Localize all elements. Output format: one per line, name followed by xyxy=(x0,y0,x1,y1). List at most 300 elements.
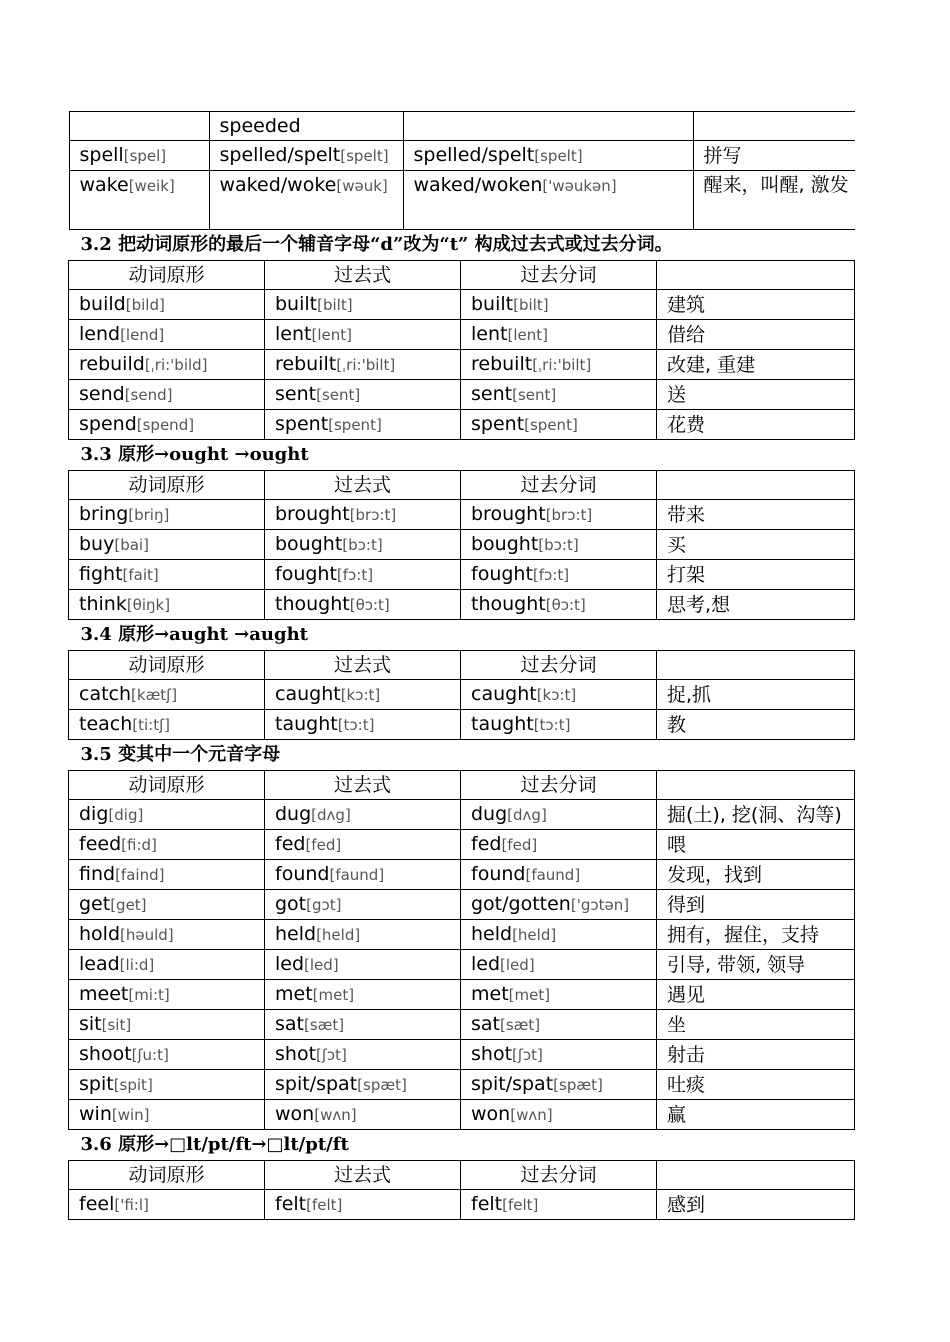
verb-cell xyxy=(265,1040,461,1070)
verb-form: get xyxy=(79,893,111,915)
phonetic: [brɔ:t] xyxy=(349,506,397,524)
phonetic: [fɔ:t] xyxy=(532,566,570,584)
verb-form: think xyxy=(79,593,127,615)
column-header: 过去式 xyxy=(265,1161,461,1190)
verb-form: taught xyxy=(471,713,534,735)
column-header: 过去分词 xyxy=(461,471,657,500)
verb-cell xyxy=(461,500,657,530)
verb-cell xyxy=(69,560,265,590)
verb-form: felt xyxy=(275,1193,307,1215)
verb-cell xyxy=(69,1190,265,1220)
verb-form: 改建, 重建 xyxy=(667,353,756,376)
verb-form: waked/woke xyxy=(219,174,337,196)
table-row xyxy=(69,830,855,860)
phonetic: [dʌg] xyxy=(507,806,547,824)
verb-cell xyxy=(461,980,657,1010)
verb-form: spit/spat xyxy=(275,1073,358,1095)
verb-form: build xyxy=(79,293,126,315)
phonetic: [sæt] xyxy=(500,1016,541,1034)
verb-cell xyxy=(265,1190,461,1220)
verb-form: send xyxy=(79,383,125,405)
section-heading-row xyxy=(69,440,855,471)
phonetic: [led] xyxy=(304,956,339,974)
phonetic: [send] xyxy=(124,386,173,404)
meaning-cell xyxy=(693,112,855,141)
phonetic: [get] xyxy=(110,896,147,914)
verb-cell xyxy=(69,1100,265,1130)
phonetic: [ʃu:t] xyxy=(131,1046,169,1064)
verb-cell xyxy=(209,171,403,230)
verb-cell xyxy=(265,800,461,830)
verb-form: 喂 xyxy=(667,833,687,856)
column-header xyxy=(657,651,855,680)
verb-cell xyxy=(461,350,657,380)
verb-form: 花费 xyxy=(667,413,706,436)
verb-cell xyxy=(69,1040,265,1070)
verb-form: 买 xyxy=(667,533,687,556)
table-row xyxy=(69,112,855,141)
phonetic: [bilt] xyxy=(513,296,549,314)
phonetic: [mi:t] xyxy=(128,986,170,1004)
phonetic: [spent] xyxy=(328,416,382,434)
verb-cell xyxy=(69,860,265,890)
phonetic: [win] xyxy=(111,1106,150,1124)
phonetic: [fi:d] xyxy=(121,836,157,854)
phonetic: [sent] xyxy=(316,386,361,404)
section-heading-row xyxy=(69,230,855,261)
verb-form: got/gotten xyxy=(471,893,571,915)
verb-form: spelled/spelt xyxy=(413,144,535,166)
verb-cell xyxy=(69,980,265,1010)
verb-cell xyxy=(265,710,461,740)
table-row xyxy=(69,171,855,230)
table-row xyxy=(69,410,855,440)
phonetic: [ʃɔt] xyxy=(316,1046,347,1064)
verb-cell xyxy=(69,800,265,830)
verb-form: feel xyxy=(79,1193,115,1215)
phonetic: [kɔ:t] xyxy=(340,686,381,704)
verb-cell xyxy=(461,800,657,830)
verb-form: fed xyxy=(275,833,306,855)
verb-form: 借给 xyxy=(667,323,706,346)
verb-cell xyxy=(265,560,461,590)
phonetic: ['wəukən] xyxy=(542,177,617,195)
phonetic: [ˌri:'bild] xyxy=(144,356,208,374)
phonetic: [kɔ:t] xyxy=(536,686,577,704)
verb-cell xyxy=(265,1010,461,1040)
phonetic: [θɔ:t] xyxy=(349,596,390,614)
table-row xyxy=(69,1040,855,1070)
verb-form: led xyxy=(275,953,305,975)
verb-form: 打架 xyxy=(667,563,706,586)
verb-form: held xyxy=(275,923,317,945)
verb-form: win xyxy=(79,1103,112,1125)
table-row xyxy=(69,560,855,590)
meaning-cell xyxy=(657,980,855,1010)
verb-cell xyxy=(265,590,461,620)
verb-form: 拼写 xyxy=(703,144,742,167)
verb-form: shoot xyxy=(79,1043,132,1065)
verb-form: caught xyxy=(275,683,341,705)
verb-cell xyxy=(69,590,265,620)
table-row xyxy=(69,320,855,350)
verb-form: bought xyxy=(471,533,539,555)
verb-cell xyxy=(265,980,461,1010)
column-header: 过去分词 xyxy=(461,261,657,290)
verb-cell xyxy=(461,920,657,950)
phonetic: [bilt] xyxy=(317,296,353,314)
table-row xyxy=(69,141,855,171)
verb-form: 得到 xyxy=(667,893,706,916)
meaning-cell xyxy=(693,141,855,171)
section-heading: 3.2 把动词原形的最后一个辅音字母“d”改为“t” 构成过去式或过去分词。 xyxy=(80,234,673,255)
phonetic: [spel] xyxy=(123,147,167,165)
verb-cell xyxy=(461,1190,657,1220)
verb-form: 吐痰 xyxy=(667,1073,706,1096)
column-header: 过去分词 xyxy=(461,1161,657,1190)
meaning-cell xyxy=(657,1010,855,1040)
meaning-cell xyxy=(693,171,855,230)
meaning-cell xyxy=(657,890,855,920)
verb-form: rebuild xyxy=(79,353,145,375)
table-row xyxy=(69,920,855,950)
verb-cell xyxy=(69,920,265,950)
column-header xyxy=(657,471,855,500)
table-row xyxy=(69,530,855,560)
verb-form: fought xyxy=(471,563,533,585)
phonetic: [fed] xyxy=(305,836,342,854)
phonetic: [briŋ] xyxy=(128,506,170,524)
column-header: 过去分词 xyxy=(461,651,657,680)
verb-form: feed xyxy=(79,833,122,855)
verb-form: 拥有，握住，支持 xyxy=(667,923,820,946)
phonetic: [gɔt] xyxy=(306,896,342,914)
table-row xyxy=(69,860,855,890)
verb-form: found xyxy=(471,863,526,885)
verb-form: caught xyxy=(471,683,537,705)
verb-form: spell xyxy=(79,144,124,166)
column-header: 过去式 xyxy=(265,261,461,290)
meaning-cell xyxy=(657,920,855,950)
verb-form: buy xyxy=(79,533,115,555)
meaning-cell xyxy=(657,410,855,440)
verb-cell xyxy=(265,860,461,890)
phonetic: [held] xyxy=(512,926,557,944)
phonetic: [sit] xyxy=(101,1016,132,1034)
verb-form: 赢 xyxy=(667,1103,687,1126)
column-header: 动词原形 xyxy=(69,771,265,800)
verb-cell xyxy=(461,710,657,740)
verb-form: wake xyxy=(79,174,129,196)
phonetic: [spæt] xyxy=(553,1076,603,1094)
verb-form: won xyxy=(275,1103,315,1125)
phonetic: [spend] xyxy=(136,416,195,434)
phonetic: [fɔ:t] xyxy=(336,566,374,584)
verb-form: 建筑 xyxy=(667,293,706,316)
meaning-cell xyxy=(657,680,855,710)
verb-form: 遇见 xyxy=(667,983,706,1006)
column-header: 过去式 xyxy=(265,471,461,500)
column-header: 过去分词 xyxy=(461,771,657,800)
verb-form: 引导, 带领, 领导 xyxy=(667,953,806,976)
meaning-cell xyxy=(657,1190,855,1220)
verb-form: spent xyxy=(471,413,525,435)
verb-form: brought xyxy=(471,503,546,525)
verb-cell xyxy=(265,500,461,530)
verb-form: taught xyxy=(275,713,338,735)
verb-form: meet xyxy=(79,983,129,1005)
verb-form: shot xyxy=(275,1043,317,1065)
verb-cell xyxy=(265,890,461,920)
phonetic: [bɔ:t] xyxy=(342,536,383,554)
verb-cell xyxy=(461,1100,657,1130)
phonetic: [spæt] xyxy=(357,1076,407,1094)
verb-form: held xyxy=(471,923,513,945)
document-page xyxy=(68,111,854,1220)
table-row xyxy=(69,1100,855,1130)
meaning-cell xyxy=(657,1070,855,1100)
verb-form: 教 xyxy=(667,713,687,736)
column-header: 动词原形 xyxy=(69,651,265,680)
verb-form: speeded xyxy=(219,115,301,137)
phonetic: ['fi:l] xyxy=(114,1196,149,1214)
phonetic: [led] xyxy=(500,956,535,974)
verb-form: 掘(土), 挖(洞、沟等) xyxy=(667,803,842,826)
verb-form: 发现，找到 xyxy=(667,863,763,886)
verb-cell xyxy=(69,890,265,920)
verb-cell xyxy=(461,1040,657,1070)
phonetic: [θɔ:t] xyxy=(545,596,586,614)
verb-form: built xyxy=(471,293,514,315)
phonetic: ['gɔtən] xyxy=(570,896,630,914)
verb-form: 思考,想 xyxy=(667,593,731,616)
verb-cell xyxy=(461,830,657,860)
verb-cell xyxy=(461,890,657,920)
verb-cell xyxy=(265,530,461,560)
meaning-cell xyxy=(657,950,855,980)
table-row xyxy=(69,380,855,410)
verb-form: bring xyxy=(79,503,129,525)
meaning-cell xyxy=(657,380,855,410)
table-row xyxy=(69,710,855,740)
verb-cell xyxy=(69,680,265,710)
verb-form: spend xyxy=(79,413,137,435)
verb-cell xyxy=(69,380,265,410)
header-row xyxy=(69,471,855,500)
phonetic: [lend] xyxy=(120,326,165,344)
verb-cell xyxy=(403,141,693,171)
verb-form: teach xyxy=(79,713,133,735)
verb-form: led xyxy=(471,953,501,975)
verb-form: brought xyxy=(275,503,350,525)
section-heading-row xyxy=(69,1130,855,1161)
section-heading-row xyxy=(69,740,855,771)
meaning-cell xyxy=(657,290,855,320)
phonetic: [li:d] xyxy=(119,956,155,974)
verb-form: dig xyxy=(79,803,109,825)
phonetic: [həuld] xyxy=(120,926,174,944)
column-header: 动词原形 xyxy=(69,1161,265,1190)
verb-form: found xyxy=(275,863,330,885)
meaning-cell xyxy=(657,860,855,890)
phonetic: [fait] xyxy=(122,566,159,584)
verb-cell xyxy=(265,920,461,950)
phonetic: [dʌg] xyxy=(311,806,351,824)
phonetic: [felt] xyxy=(306,1196,343,1214)
header-row xyxy=(69,1161,855,1190)
verb-form: 送 xyxy=(667,383,687,406)
verb-cell xyxy=(461,590,657,620)
verb-form: lend xyxy=(79,323,121,345)
phonetic: [brɔ:t] xyxy=(545,506,593,524)
phonetic: [spent] xyxy=(524,416,578,434)
verb-cell xyxy=(209,141,403,171)
phonetic: [felt] xyxy=(502,1196,539,1214)
phonetic: [sæt] xyxy=(304,1016,345,1034)
verb-cell xyxy=(69,320,265,350)
verb-form: met xyxy=(471,983,509,1005)
verb-cell xyxy=(265,410,461,440)
phonetic: [faund] xyxy=(525,866,581,884)
verb-form: find xyxy=(79,863,116,885)
verb-form: fight xyxy=(79,563,123,585)
verb-cell xyxy=(69,112,209,141)
phonetic: [θiŋk] xyxy=(126,596,171,614)
verb-form: hold xyxy=(79,923,121,945)
phonetic: [ˌri:'bilt] xyxy=(336,356,396,374)
continued-table-wrapper xyxy=(69,111,855,230)
verb-cell xyxy=(403,112,693,141)
section-heading: 3.6 原形→□lt/pt/ft→□lt/pt/ft xyxy=(80,1134,349,1155)
verb-cell xyxy=(265,350,461,380)
verb-cell xyxy=(69,1070,265,1100)
verb-form: met xyxy=(275,983,313,1005)
verb-cell xyxy=(461,680,657,710)
verb-form: sit xyxy=(79,1013,102,1035)
phonetic: [weik] xyxy=(128,177,175,195)
verb-cell xyxy=(461,860,657,890)
verb-form: spit/spat xyxy=(471,1073,554,1095)
verb-form: built xyxy=(275,293,318,315)
meaning-cell xyxy=(657,560,855,590)
verb-form: spit xyxy=(79,1073,114,1095)
header-row xyxy=(69,651,855,680)
section-heading: 3.5 变其中一个元音字母 xyxy=(80,744,281,765)
verb-cell xyxy=(69,410,265,440)
phonetic: [ˌri:'bilt] xyxy=(532,356,592,374)
phonetic: [ti:tʃ] xyxy=(132,716,171,734)
meaning-cell xyxy=(657,1040,855,1070)
meaning-cell xyxy=(657,710,855,740)
table-row xyxy=(69,680,855,710)
phonetic: [faind] xyxy=(115,866,165,884)
column-header: 过去式 xyxy=(265,771,461,800)
verb-cell xyxy=(69,710,265,740)
phonetic: [held] xyxy=(316,926,361,944)
verb-form: spent xyxy=(275,413,329,435)
column-header xyxy=(657,1161,855,1190)
verb-cell xyxy=(403,171,693,230)
phonetic: [dig] xyxy=(108,806,144,824)
verb-cell xyxy=(69,530,265,560)
verb-cell xyxy=(461,530,657,560)
verb-cell xyxy=(265,290,461,320)
phonetic: [lent] xyxy=(507,326,548,344)
verb-form: sat xyxy=(471,1013,500,1035)
table-row xyxy=(69,1190,855,1220)
verb-form: thought xyxy=(275,593,350,615)
verb-form: spelled/spelt xyxy=(219,144,341,166)
verb-cell xyxy=(265,830,461,860)
verb-form: 带来 xyxy=(667,503,706,526)
table-row xyxy=(69,500,855,530)
phonetic: [lent] xyxy=(311,326,352,344)
table-row xyxy=(69,890,855,920)
verb-cell xyxy=(461,380,657,410)
meaning-cell xyxy=(657,500,855,530)
verb-form: 醒来，叫醒, 激发 xyxy=(703,174,849,196)
verb-form: rebuilt xyxy=(471,353,533,375)
verb-form: felt xyxy=(471,1193,503,1215)
table-row xyxy=(69,290,855,320)
meaning-cell xyxy=(657,350,855,380)
phonetic: [tɔ:t] xyxy=(337,716,375,734)
verb-cell xyxy=(461,1070,657,1100)
table-row xyxy=(69,800,855,830)
verb-form: waked/woken xyxy=(413,174,543,196)
verb-cell xyxy=(461,290,657,320)
section-heading-row xyxy=(69,620,855,651)
verb-form: 捉,抓 xyxy=(667,683,712,706)
phonetic: [met] xyxy=(508,986,551,1004)
verb-cell xyxy=(461,410,657,440)
verb-form: sent xyxy=(275,383,317,405)
table-row xyxy=(69,350,855,380)
phonetic: [bɔ:t] xyxy=(538,536,579,554)
verb-form: fought xyxy=(275,563,337,585)
verb-form: dug xyxy=(471,803,508,825)
phonetic: [spelt] xyxy=(340,147,389,165)
verb-form: won xyxy=(471,1103,511,1125)
column-header: 动词原形 xyxy=(69,261,265,290)
verb-form: sat xyxy=(275,1013,304,1035)
phonetic: [tɔ:t] xyxy=(533,716,571,734)
meaning-cell xyxy=(657,530,855,560)
header-row xyxy=(69,771,855,800)
verb-cell xyxy=(265,1070,461,1100)
verb-form: lent xyxy=(275,323,312,345)
verb-cell xyxy=(461,560,657,590)
verb-cell xyxy=(209,112,403,141)
table-row xyxy=(69,1010,855,1040)
verb-cell xyxy=(69,141,209,171)
phonetic: [fed] xyxy=(501,836,538,854)
phonetic: [bild] xyxy=(125,296,165,314)
phonetic: [wəuk] xyxy=(336,177,388,195)
phonetic: [wʌn] xyxy=(314,1106,357,1124)
verb-cell xyxy=(69,350,265,380)
verb-form: dug xyxy=(275,803,312,825)
phonetic: [faund] xyxy=(329,866,385,884)
verb-form: lead xyxy=(79,953,120,975)
verb-cell xyxy=(69,290,265,320)
table-row xyxy=(69,950,855,980)
verb-form: sent xyxy=(471,383,513,405)
verb-form: shot xyxy=(471,1043,513,1065)
verb-cell xyxy=(265,320,461,350)
phonetic: [spit] xyxy=(113,1076,153,1094)
verb-form: lent xyxy=(471,323,508,345)
